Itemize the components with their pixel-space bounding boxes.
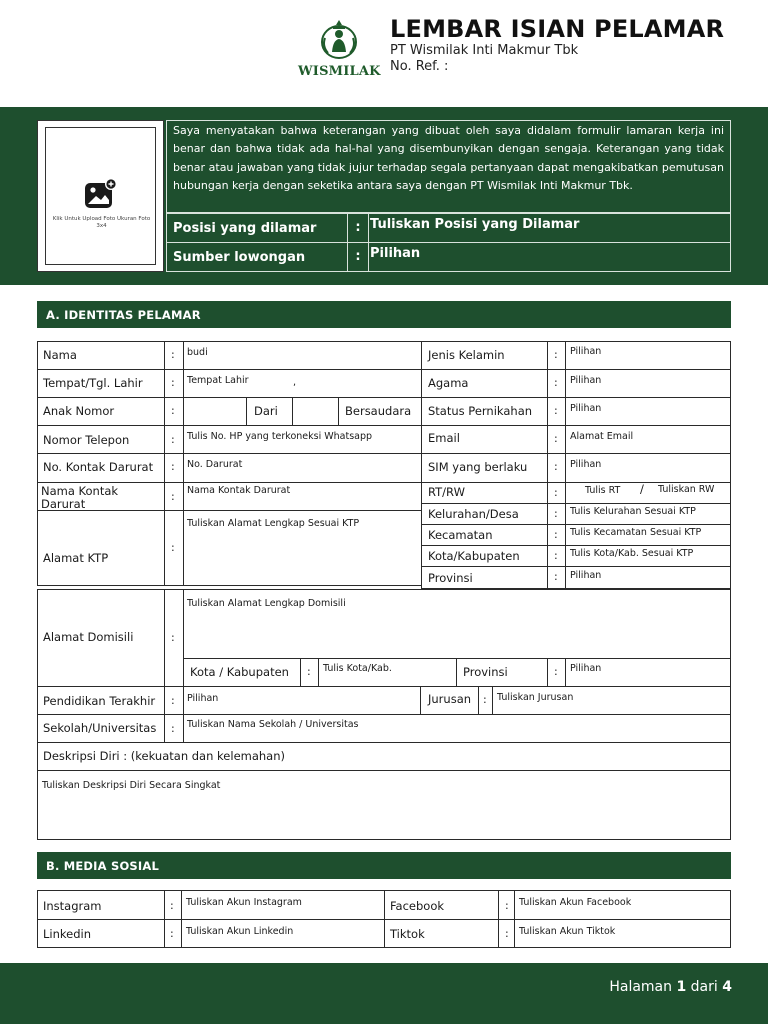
nama-darurat-label-1: Nama Kontak [41,484,119,498]
email-label: Email [428,431,460,445]
rtrw-slash: / [640,482,644,496]
source-row [166,242,731,272]
logo-emblem-icon [319,18,359,62]
sekolah-label: Sekolah/Universitas [43,721,157,735]
position-label: Posisi yang dilamar [173,221,317,236]
logo-wordmark: WISMILAK [298,64,381,79]
page-current: 1 [676,979,687,995]
tiktok-input[interactable]: Tuliskan Akun Tiktok [519,926,616,937]
nama-darurat-input[interactable]: Nama Kontak Darurat [187,485,291,496]
status-pernikahan-select[interactable]: Pilihan [570,403,602,414]
alamat-ktp-input[interactable]: Tuliskan Alamat Lengkap Sesuai KTP [187,518,360,529]
jenis-kelamin-label: Jenis Kelamin [428,348,505,362]
applicant-statement: Saya menyatakan bahwa keterangan yang dibuat oleh saya didalam formulir lamaran kerja ini benar dan bahwa tidak ada hal-hal yang disembunyikan dengan sengaja. Keterangan yang tidak benar atau jawaban yang tidak jujur terhadap segala pertanyaan dapat mengakibatkan pemutusan hubungan kerja dengan seketika antara saya dengan PT Wismilak Inti Makmur Tbk. [166,120,731,213]
kontak-darurat-input[interactable]: No. Darurat [187,459,243,470]
photo-upload-box[interactable] [45,127,156,265]
sim-select[interactable]: Pilihan [570,459,602,470]
facebook-input[interactable]: Tuliskan Akun Facebook [519,897,632,908]
rtrw-label: RT/RW [428,485,465,499]
provinsi-label: Provinsi [428,571,473,585]
anak-nomor-label: Anak Nomor [43,404,115,418]
ttl-label: Tempat/Tgl. Lahir [43,376,143,390]
kecamatan-label: Kecamatan [428,528,493,542]
deskripsi-label: Deskripsi Diri : (kekuatan dan kelemahan) [43,749,286,763]
tiktok-label: Tiktok [390,927,425,941]
document-title: LEMBAR ISIAN PELAMAR [390,15,725,43]
pendidikan-select[interactable]: Pilihan [187,693,219,704]
rt-input[interactable]: Tulis RT [585,485,621,496]
kecamatan-input[interactable]: Tulis Kecamatan Sesuai KTP [570,527,702,538]
provinsi-select[interactable]: Pilihan [570,570,602,581]
page-prefix: Halaman [609,979,673,995]
nama-darurat-label-2: Darurat [41,497,86,511]
sim-label: SIM yang berlaku [428,460,528,474]
status-pernikahan-label: Status Pernikahan [428,404,533,418]
anak-bersaudara-label: Bersaudara [345,404,412,418]
anak-dari-label: Dari [254,404,278,418]
linkedin-label: Linkedin [43,927,91,941]
jenis-kelamin-select[interactable]: Pilihan [570,346,602,357]
instagram-input[interactable]: Tuliskan Akun Instagram [186,897,302,908]
nama-label: Nama [43,348,77,362]
agama-select[interactable]: Pilihan [570,375,602,386]
sekolah-input[interactable]: Tuliskan Nama Sekolah / Universitas [187,719,359,730]
page-total: 4 [722,979,732,995]
company-name: PT Wismilak Inti Makmur Tbk [390,43,579,58]
email-input[interactable]: Alamat Email [570,431,634,442]
kota-input[interactable]: Tulis Kota/Kab. Sesuai KTP [570,548,694,559]
linkedin-input[interactable]: Tuliskan Akun Linkedin [186,926,294,937]
domisili-label: Alamat Domisili [43,630,134,644]
jurusan-input[interactable]: Tuliskan Jurusan [497,692,574,703]
alamat-ktp-label: Alamat KTP [43,551,109,565]
source-label: Sumber lowongan [173,250,306,265]
position-input[interactable]: Tuliskan Posisi yang Dilamar [370,217,580,232]
reference-number: No. Ref. : [390,59,449,74]
birthplace-input[interactable]: Tempat Lahir [187,375,249,386]
position-colon: : [347,214,369,242]
kelurahan-input[interactable]: Tulis Kelurahan Sesuai KTP [570,506,696,517]
facebook-label: Facebook [390,899,445,913]
page-footer [0,963,768,1024]
telepon-input[interactable]: Tulis No. HP yang terkoneksi Whatsapp [187,431,373,442]
domisili-provinsi-select[interactable]: Pilihan [570,663,602,674]
deskripsi-input[interactable]: Tuliskan Deskripsi Diri Secara Singkat [42,780,221,791]
kota-label: Kota/Kabupaten [428,549,520,563]
domisili-provinsi-label: Provinsi [463,665,508,679]
photo-upload-frame[interactable] [37,120,164,272]
pendidikan-label: Pendidikan Terakhir [43,694,156,708]
domisili-input[interactable]: Tuliskan Alamat Lengkap Domisili [187,598,346,609]
telepon-label: Nomor Telepon [43,433,130,447]
page-middle: dari [690,979,718,995]
position-row [166,213,731,243]
instagram-label: Instagram [43,899,102,913]
source-colon: : [347,243,369,271]
photo-upload-hint: Klik Untuk Upload Foto Ukuran Foto 3x4 [52,216,151,229]
section-a-header: A. IDENTITAS PELAMAR [37,301,731,328]
kontak-darurat-label: No. Kontak Darurat [43,460,154,474]
source-select[interactable]: Pilihan [370,246,421,261]
domisili-kota-input[interactable]: Tulis Kota/Kab. [323,663,392,674]
wismilak-logo [298,18,380,80]
nama-input[interactable]: budi [187,347,208,358]
agama-label: Agama [428,376,469,390]
image-upload-icon[interactable] [84,178,118,210]
domisili-kota-label: Kota / Kabupaten [190,665,289,679]
page-indicator [609,979,732,995]
rw-input[interactable]: Tuliskan RW [658,484,715,495]
section-b-header: B. MEDIA SOSIAL [37,852,731,879]
birthdate-separator: , [293,377,297,388]
jurusan-label: Jurusan [428,692,472,706]
kelurahan-label: Kelurahan/Desa [428,507,519,521]
